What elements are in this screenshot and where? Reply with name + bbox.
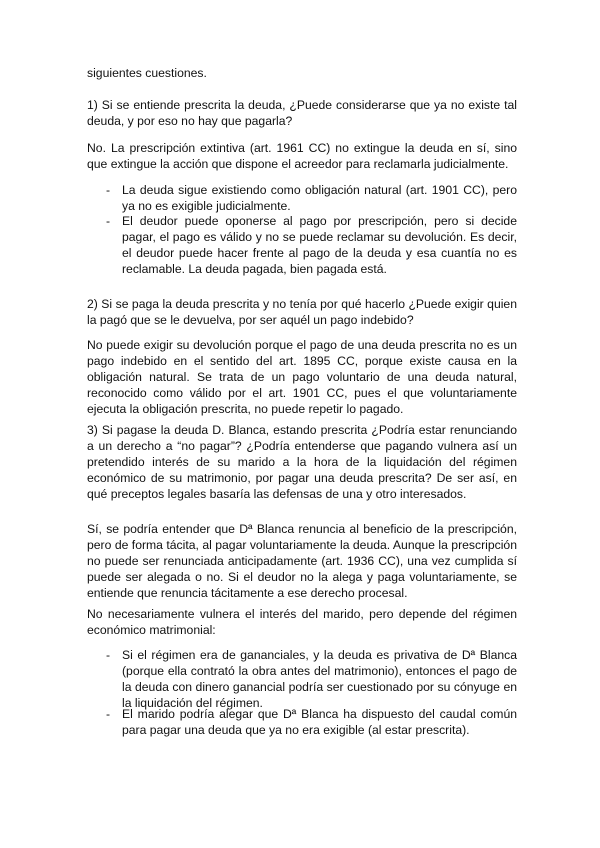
intro-text: siguientes cuestiones.	[87, 66, 207, 80]
answer-3-paragraph-1: Sí, se podría entender que Dª Blanca renuncia al beneficio de la prescripción, pero de forma tácita, al pagar voluntariamente la deuda. Aunque la prescripción no puede ser renunciada anticipadamente (art. 1936 CC), una vez cumplida sí puede ser alegada o no. Si el deudor no la alega y paga voluntariamente, se entiende que renuncia tácitamente a ese derecho procesal.	[87, 522, 517, 600]
answer-3-bullet-1: Si el régimen era de gananciales, y la deuda es privativa de Dª Blanca (porque ella contrató la obra antes del matrimonio), entonces el pago de la deuda con dinero ganancial podría ser cuestionado por su cónyuge en la liquidación del régimen.	[122, 648, 517, 710]
answer-3-paragraph-2: No necesariamente vulnera el interés del marido, pero depende del régimen económico matrimonial:	[87, 607, 517, 637]
answer-2: No puede exigir su devolución porque el pago de una deuda prescrita no es un pago indebido en el sentido del art. 1895 CC, porque existe causa en la obligación natural. Se trata de un pago voluntario de una deuda natural, reconocido como válido por el art. 1901 CC, pues el que voluntariamente ejecuta la obligación prescrita, no puede repetir lo pagado.	[87, 338, 517, 416]
answer-1-bullet-2: El deudor puede oponerse al pago por prescripción, pero si decide pagar, el pago es válido y no se puede reclamar su devolución. Es decir, el deudor puede hacer frente al pago de la deuda y esa cuantía no es reclamable. La deuda pagada, bien pagada está.	[122, 214, 517, 276]
answer-1: No. La prescripción extintiva (art. 1961 CC) no extingue la deuda en sí, sino que extingue la acción que dispone el acreedor para reclamarla judicialmente.	[87, 141, 517, 171]
question-1: 1) Si se entiende prescrita la deuda, ¿Puede considerarse que ya no existe tal deuda, y por eso no hay que pagarla?	[87, 98, 517, 128]
question-3: 3) Si pagase la deuda D. Blanca, estando prescrita ¿Podría estar renunciando a un derecho a “no pagar”? ¿Podría entenderse que pagando vulnera así un pretendido interés de su marido a la hora de la liquidación del régimen económico de su matrimonio, por pagar una deuda prescrita? De ser así, en qué preceptos legales basaría las defensas de una y otro interesados.	[87, 423, 517, 501]
answer-3-bullet-2: El marido podría alegar que Dª Blanca ha dispuesto del caudal común para pagar una deuda que ya no era exigible (al estar prescrita).	[122, 707, 517, 737]
question-2: 2) Si se paga la deuda prescrita y no tenía por qué hacerlo ¿Puede exigir quien la pagó que se le devuelva, por ser aquél un pago indebido?	[87, 297, 517, 327]
answer-1-bullet-1: La deuda sigue existiendo como obligación natural (art. 1901 CC), pero ya no es exigible judicialmente.	[122, 183, 517, 213]
bullet-marker: -	[106, 648, 111, 662]
bullet-marker: -	[106, 183, 111, 197]
bullet-marker: -	[106, 214, 111, 228]
bullet-marker: -	[106, 707, 111, 721]
